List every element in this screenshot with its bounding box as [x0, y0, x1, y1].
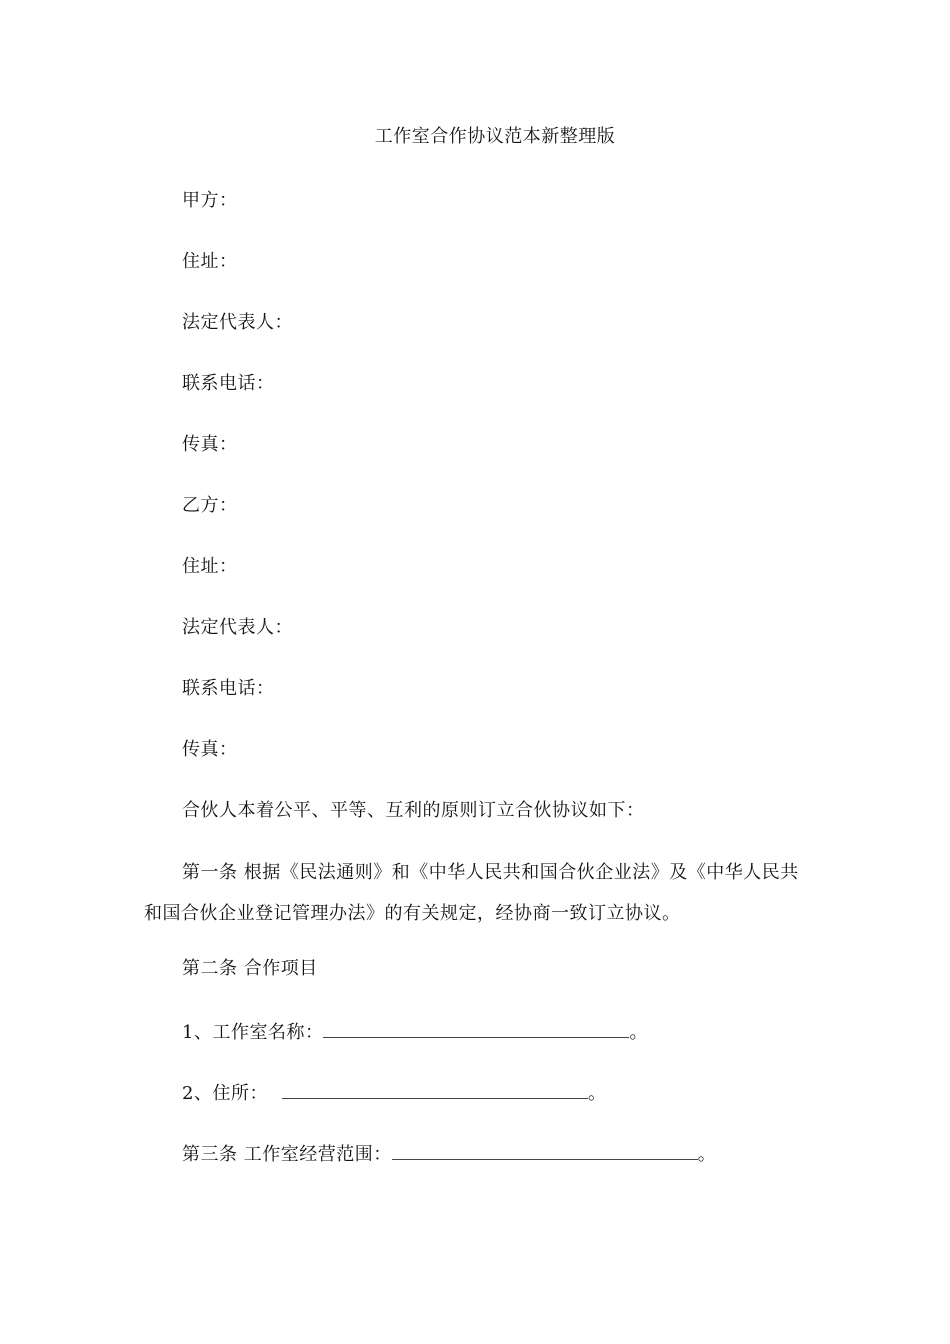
business-scope-end-mark: 。: [697, 1144, 717, 1165]
article-2-item-1: [182, 1017, 648, 1046]
party-a-fax: 传真：: [182, 434, 238, 455]
intro-paragraph: 合伙人本着公平、平等、互利的原则订立合伙协议如下：: [182, 800, 645, 821]
party-a-label: 甲方：: [182, 190, 238, 211]
document-title: 工作室合作协议范本新整理版: [374, 126, 616, 147]
residence-label: 2、住所：: [182, 1083, 268, 1104]
business-scope-label: 第三条 工作室经营范围：: [182, 1144, 392, 1165]
party-a-phone: 联系电话：: [182, 373, 275, 394]
party-a-legal-rep: 法定代表人：: [182, 312, 293, 333]
party-b-address: 住址：: [182, 556, 238, 577]
business-scope-blank: [392, 1139, 698, 1160]
party-b-label: 乙方：: [182, 495, 238, 516]
residence-end-mark: 。: [587, 1083, 607, 1104]
party-b-phone: 联系电话：: [182, 678, 275, 699]
party-b-fax: 传真：: [182, 739, 238, 760]
article-2-heading: 第二条 合作项目: [182, 958, 318, 979]
residence-blank: [282, 1078, 588, 1099]
workshop-name-blank: [323, 1017, 629, 1038]
article-2-item-2: [182, 1078, 606, 1107]
workshop-name-end-mark: 。: [629, 1022, 648, 1043]
workshop-name-label: 1、工作室名称：: [182, 1022, 324, 1043]
party-a-address: 住址：: [182, 251, 238, 272]
article-3-line: [182, 1139, 716, 1168]
article-1-paragraph: 第一条 根据《民法通则》和《中华人民共和国合伙企业法》及《中华人民共和国合伙企业登记管理办法》的有关规定，经协商一致订立协议。: [144, 862, 799, 924]
party-b-legal-rep: 法定代表人：: [182, 617, 293, 638]
